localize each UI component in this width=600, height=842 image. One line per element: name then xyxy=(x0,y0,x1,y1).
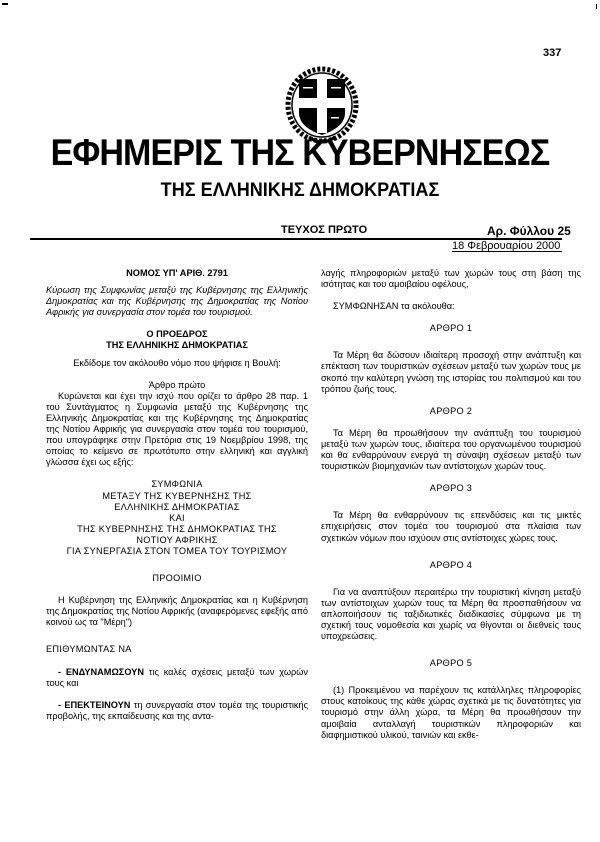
agreement-heading-line: ΣΥΜΦΩΝΙΑ xyxy=(151,479,203,490)
article-title: ΑΡΘΡΟ 1 xyxy=(429,323,473,334)
article-first-title: Άρθρο πρώτο xyxy=(148,379,206,390)
desiring-heading: ΕΠΙΘΥΜΩΝΤΑΣ ΝΑ xyxy=(46,644,132,655)
continuation-text: λαγής πληροφοριών μεταξύ των χωρών τους στη βάση της ισότητας και του αμοιβαίου οφέλους, xyxy=(321,268,581,290)
agreement-heading-line: ΝΟΤΙΟΥ ΑΦΡΙΚΗΣ xyxy=(136,534,218,545)
agreement-heading xyxy=(46,479,308,557)
bullet-lead: - ΕΠΕΚΤΕΙΝΟΥΝ xyxy=(58,699,131,710)
right-column xyxy=(321,268,581,741)
agreement-heading-line: ΕΛΛΗΝΙΚΗΣ ΔΗΜΟΚΡΑΤΙΑΣ xyxy=(114,501,240,512)
sheet-number: Αρ. Φύλλου 25 xyxy=(487,224,571,238)
gazette-subtitle: ΤΗΣ ΕΛΛΗΝΙΚΗΣ ΔΗΜΟΚΡΑΤΙΑΣ xyxy=(160,180,440,201)
agreement-heading-line: ΤΗΣ ΚΥΒΕΡΝΗΣΗΣ ΤΗΣ ΔΗΜΟΚΡΑΤΙΑΣ ΤΗΣ xyxy=(77,523,277,534)
bullet-text: τις καλές σχέσεις μεταξύ των χωρών τους και xyxy=(46,666,308,688)
article-title: ΑΡΘΡΟ 2 xyxy=(429,405,473,416)
bullet-strengthen xyxy=(46,667,308,689)
article-text: Τα Μέρη θα ενθαρρύνουν τις επενδύσεις και τις μικτές επιχειρήσεις στον τομέα του τουρισμού στα πλαίσια των σχετικών νόμων που ισχύουν στις αντίστοιχες χώρες τους. xyxy=(321,510,581,543)
page-number: 337 xyxy=(543,47,562,59)
agreement-heading-line: ΓΙΑ ΣΥΝΕΡΓΑΣΙΑ ΣΤΟΝ ΤΟΜΕΑ ΤΟΥ ΤΟΥΡΙΣΜΟΥ xyxy=(66,545,288,556)
law-title: ΝΟΜΟΣ ΥΠ' ΑΡΙΘ. 2791 xyxy=(126,268,228,278)
scan-artifact xyxy=(2,3,8,5)
article-title: ΑΡΘΡΟ 5 xyxy=(429,658,473,669)
law-summary: Κύρωση της Συμφωνίας μεταξύ της Κυβέρνησης της Ελληνικής Δημοκρατίας και της Κυβέρνησης της Δημοκρατίας της Νοτίου Αφρικής για συνεργασία στον τομέα του τουρισμού. xyxy=(46,285,308,318)
preamble-title: ΠΡΟΟΙΜΙΟ xyxy=(152,573,202,584)
promulgation-text: Εκδίδομε τον ακόλουθο νόμο που ψήφισε η Βουλή: xyxy=(73,357,281,368)
president-heading: Ο ΠΡΟΕΔΡΟΣ xyxy=(146,329,208,340)
article-text: Τα Μέρη θα δώσουν ιδιαίτερη προσοχή στην ανάπτυξη και επέκταση των τουριστικών σχέσεων μεταξύ των χωρών τους με σκοπό την καλύτερη γνώση της ιστορίας του πολιτισμού και του τρόπου ζωής τους. xyxy=(321,350,581,394)
agreed-text: ΣΥΜΦΩΝΗΣΑΝ τα ακόλουθα: xyxy=(333,301,455,312)
issue-date: 18 Φεβρουαρίου 2000 xyxy=(452,240,561,252)
president-heading-2: ΤΗΣ ΕΛΛΗΝΙΚΗΣ ΔΗΜΟΚΡΑΤΙΑΣ xyxy=(106,340,248,351)
article-text: (1) Προκειμένου να παρέχουν τις κατάλληλες πληροφορίες στους κατοίκους της κάθε χώρας σχετικά με τις δυνατότητες για τουρισμό στην άλλη χώρα, τα Μέρη θα προωθήσουν την αμοιβαία ανταλλαγή τουριστικών πληροφοριών και διαφημιστικού υλικού, ταινιών και εκθε- xyxy=(321,685,581,740)
article-text: Τα Μέρη θα προωθήσουν την ανάπτυξη του τουρισμού μεταξύ των χωρών τους, ιδιαίτερα του οργανωμένου τουρισμού και θα ενθαρρύνουν ενεργά τη σύναψη σχέσεων μεταξύ των τουριστικών βιομηχανιών των αντίστοιχων χωρών τους. xyxy=(321,427,581,472)
scan-artifact xyxy=(596,4,597,9)
article-title: ΑΡΘΡΟ 3 xyxy=(429,483,473,494)
article-first-text: Κυρώνεται και έχει την ισχύ που ορίζει το άρθρο 28 παρ. 1 του Συντάγματος η Συμφωνία μεταξύ της Κυβέρνησης της Ελληνικής Δημοκρατίας και της Κυβέρνησης της Δημοκρατίας της Νοτίου Αφρικής για συνεργασία στον τομέα του τουρισμού, που υπογράφηκε στην Πρετόρια στις 19 Νοεμβρίου 1998, της οποίας το κείμενο σε πρωτότυπο στην ελληνική και αγγλική γλώσσα έχει ως εξής: xyxy=(46,390,308,468)
gazette-title: ΕΦΗΜΕΡΙΣ ΤΗΣ ΚΥΒΕΡΝΗΣΕΩΣ xyxy=(50,132,550,173)
article-title: ΑΡΘΡΟ 4 xyxy=(429,559,473,570)
left-column xyxy=(46,268,308,722)
preamble-text: Η Κυβέρνηση της Ελληνικής Δημοκρατίας και η Κυβέρνηση της Δημοκρατίας της Νοτίου Αφρικής (αναφερόμενες εφεξής από κοινού ως τα "Μέρη") xyxy=(46,595,309,628)
issue-label: ΤΕΥΧΟΣ ΠΡΩΤΟ xyxy=(281,224,368,236)
agreement-heading-line: ΜΕΤΑΞΥ ΤΗΣ ΚΥΒΕΡΝΗΣΗΣ ΤΗΣ xyxy=(102,490,252,501)
bullet-text: τη συνεργασία στον τομέα της τουριστικής προβολής, της εκπαίδευσης και της αντα- xyxy=(46,699,308,721)
bullet-lead: - ΕΝΔΥΝΑΜΩΣΟΥΝ xyxy=(58,666,144,677)
article-text: Για να αναπτύξουν περαιτέρω την τουριστική κίνηση μεταξύ των αντίστοιχων χωρών τους τα Μέρη θα προσπαθήσουν να απλοποιήσουν τις ταξιδιωτικές διαδικασίες σύμφωνα με τη σχετική τους νομοθεσία και χωρίς να θίγονται οι διεθνείς τους υποχρεώσεις. xyxy=(321,586,581,642)
agreement-heading-line: ΚΑΙ xyxy=(169,512,185,523)
bullet-extend xyxy=(46,700,308,722)
